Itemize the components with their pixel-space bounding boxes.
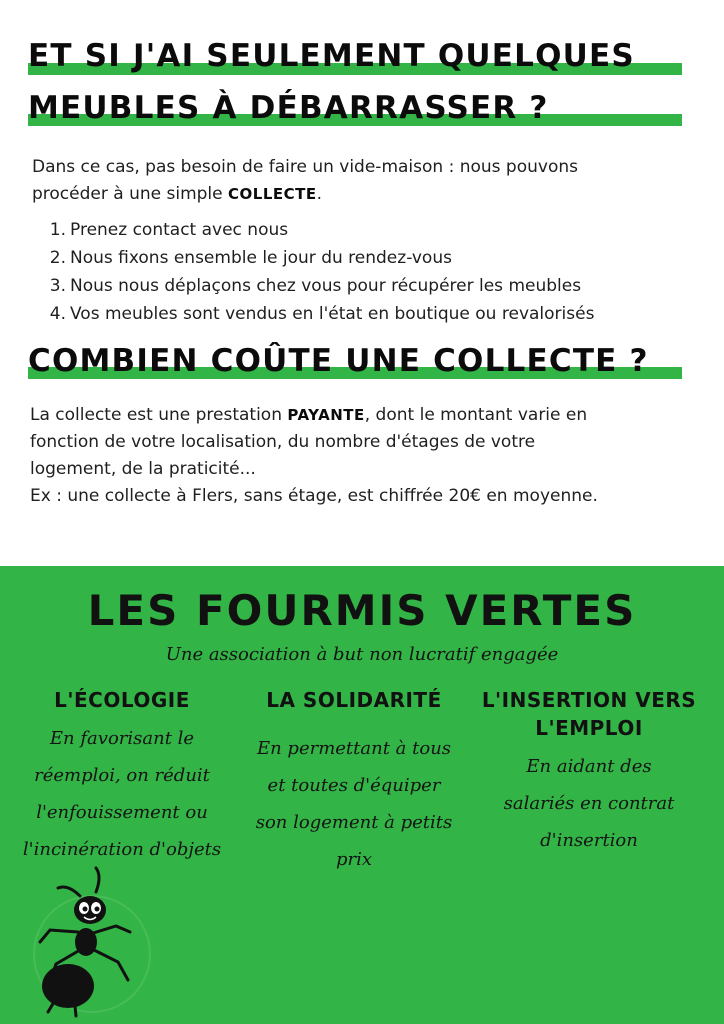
heading-line-1: ET SI J'AI SEULEMENT QUELQUES	[28, 38, 635, 74]
col-text-solidarite: En permettant à tous et toutes d'équiper son logement à petits prix	[255, 738, 453, 870]
intro-end: .	[316, 184, 323, 204]
heading-line-2: MEUBLES À DÉBARRASSER ?	[28, 90, 549, 126]
col-text-ecologie: En favorisant le réemploi, on réduit l'enfouissement ou l'incinération d'objets	[22, 728, 222, 860]
pricing-heading: COMBIEN COÛTE UNE COLLECTE ?	[28, 343, 649, 379]
ant-icon	[20, 862, 160, 1022]
brand-title: LES FOURMIS VERTES	[87, 586, 637, 635]
intro-paragraph	[32, 154, 702, 208]
steps-list	[28, 216, 594, 328]
col-title-solidarite: LA SOLIDARITÉ	[266, 688, 442, 712]
list-item: 2. Nous fixons ensemble le jour du rendez-vous	[49, 248, 452, 268]
collecte-keyword: COLLECTE	[228, 185, 317, 203]
payante-keyword: PAYANTE	[287, 406, 365, 424]
list-item: 4. Vos meubles sont vendus en l'état en boutique ou revalorisés	[49, 304, 595, 324]
col-title-insertion: L'INSERTION VERS L'EMPLOI	[481, 688, 697, 740]
col-title-ecologie: L'ÉCOLOGIE	[54, 688, 190, 712]
price-example: Ex : une collecte à Flers, sans étage, est chiffrée 20€ en moyenne.	[30, 486, 598, 506]
pricing-paragraph: La collecte est une prestation PAYANTE, dont le montant varie en fonction de votre localisation, du nombre d'étages de votre logement, de la praticité... Ex : une collecte à Flers, sans étage, est chiffrée 20€ en moyenne.	[30, 405, 598, 506]
list-item: 1. Prenez contact avec nous	[49, 220, 289, 240]
intro-line-2: procéder à une simple	[32, 184, 229, 204]
intro-line-1: Dans ce cas, pas besoin de faire un vide-maison : nous pouvons	[32, 157, 578, 177]
list-item: 3. Nous nous déplaçons chez vous pour récupérer les meubles	[49, 276, 582, 296]
tagline: Une association à but non lucratif engagée	[165, 644, 559, 665]
col-text-insertion: En aidant des salariés en contrat d'insertion	[503, 756, 675, 851]
